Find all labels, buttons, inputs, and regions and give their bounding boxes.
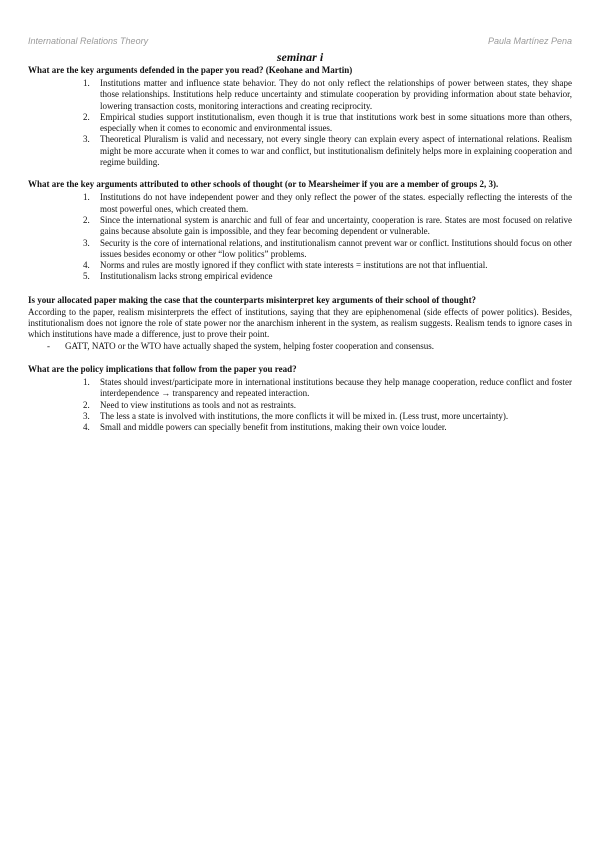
list-item: 2. Since the international system is anarchic and full of fear and uncertainty, cooperation is rare. States are most focused on relative gains because absolute gain is impossible, and they fear becoming dependent or vulnerable. <box>83 214 572 237</box>
list-item-text: Empirical studies support institutionalism, even though it is true that institutions work best in some situations more than others, especially when it comes to economic and environmental issues. <box>100 111 572 134</box>
section-4-list <box>28 377 572 433</box>
section-1-question: What are the key arguments defended in the paper you read? (Keohane and Martin) <box>28 65 353 75</box>
list-item-text: Since the international system is anarchic and full of fear and uncertainty, cooperation is rare. States are most focused on relative gains because absolute gain is impossible, and they fear becoming dependent or vulnerable. <box>100 214 572 237</box>
list-item: 1. States should invest/participate more in international institutions because they help manage cooperation, reduce conflict and foster interdependence → transparency and repeated interaction. <box>83 376 572 399</box>
list-item-text: Norms and rules are mostly ignored if they conflict with state interests = institutions are not that influential. <box>100 260 488 271</box>
header-course-title: International Relations Theory <box>28 36 149 46</box>
list-item: 4. Small and middle powers can specially benefit from institutions, making their own voice louder. <box>83 422 447 433</box>
list-item: 4. Norms and rules are mostly ignored if they conflict with state interests = institutions are not that influential. <box>83 260 488 271</box>
list-item: 1. Institutions matter and influence state behavior. They do not only reflect the relationships of power between states, they shape those relationships. Institutions help reduce uncertainty and stimulate cooperation by providing information about state behavior, lowering transaction costs, monitoring interactions and creating reciprocity. <box>83 78 572 111</box>
list-item-text: Security is the core of international relations, and institutionalism cannot prevent war or conflict. Institutions should focus on other issues besides economy or other “low politics” problems. <box>100 237 572 259</box>
section-3-paragraph: According to the paper, realism misinterprets the effect of institutions, saying that they are epiphenomenal (side effects of power politics). Besides, institutionalism does not ignore the role of state power nor the anarchism inherent in the system, as realism suggests. Realism tends to ignore cases in which institutions have made a difference, just to prove their point. <box>28 306 572 340</box>
list-item-text: Institutions matter and influence state behavior. They do not only reflect the relationships of power between states, they shape those relationships. Institutions help reduce uncertainty and stimulate cooperation by providing information about state behavior, lowering transaction costs, monitoring interactions and creating reciprocity. <box>100 78 572 111</box>
list-item: 3. Theoretical Pluralism is valid and necessary, not every single theory can explain every aspect of international relations. Realism might be more accurate when it comes to war and conflict, but institutionalism definitely helps more in explaining cooperation and regime building. <box>83 134 572 168</box>
list-item-text: States should invest/participate more in international institutions because they help manage cooperation, reduce conflict and foster interdependence → transparency and repeated interaction. <box>100 376 572 399</box>
list-item-text: The less a state is involved with institutions, the more conflicts it will be mixed in. (Less trust, more uncertainty). <box>100 410 509 421</box>
list-item-text: Institutionalism lacks strong empirical evidence <box>100 271 273 282</box>
section-2-question: What are the key arguments attributed to other schools of thought (or to Mearsheimer if you are a member of groups 2, 3). <box>28 179 499 190</box>
section-4-question: What are the policy implications that follow from the paper you read? <box>28 363 297 374</box>
section-1-list <box>28 78 572 168</box>
header-author: Paula Martínez Pena <box>487 36 572 46</box>
document-title: seminar i <box>276 50 324 64</box>
list-item: 1. Institutions do not have independent power and they only reflect the power of the states. especially reflecting the interests of the most powerful ones, which created them. <box>83 192 572 214</box>
list-item-text: Small and middle powers can specially benefit from institutions, making their own voice louder. <box>100 422 447 433</box>
list-item-text: Theoretical Pluralism is valid and necessary, not every single theory can explain every aspect of international relations. Realism might be more accurate when it comes to war and conflict, but institutionalism definitely helps more in explaining cooperation and regime building. <box>100 134 572 168</box>
section-2-list <box>28 192 572 282</box>
list-item: 2. Empirical studies support institutionalism, even though it is true that institutions work best in some situations more than others, especially when it comes to economic and environmental issues. <box>83 111 572 134</box>
list-item: 5. Institutionalism lacks strong empirical evidence <box>83 271 273 282</box>
list-item: 3. The less a state is involved with institutions, the more conflicts it will be mixed in. (Less trust, more uncertainty). <box>83 410 509 421</box>
dash-list-item-text: GATT, NATO or the WTO have actually shaped the system, helping foster cooperation and consensus. <box>65 340 434 351</box>
document-body <box>28 50 572 433</box>
section-3-question: Is your allocated paper making the case that the counterparts misinterpret key arguments of their school of thought? <box>28 294 477 305</box>
dash-list-item: - GATT, NATO or the WTO have actually shaped the system, helping foster cooperation and consensus. <box>47 340 434 351</box>
page-header <box>28 36 572 50</box>
list-item: 3. Security is the core of international relations, and institutionalism cannot prevent war or conflict. Institutions should focus on other issues besides economy or other “low politics” problems. <box>83 237 572 259</box>
list-item-text: Institutions do not have independent power and they only reflect the power of the states. especially reflecting the interests of the most powerful ones, which created them. <box>100 192 572 214</box>
list-item-text: Need to view institutions as tools and not as restraints. <box>100 399 296 410</box>
list-item: 2. Need to view institutions as tools and not as restraints. <box>83 399 296 410</box>
